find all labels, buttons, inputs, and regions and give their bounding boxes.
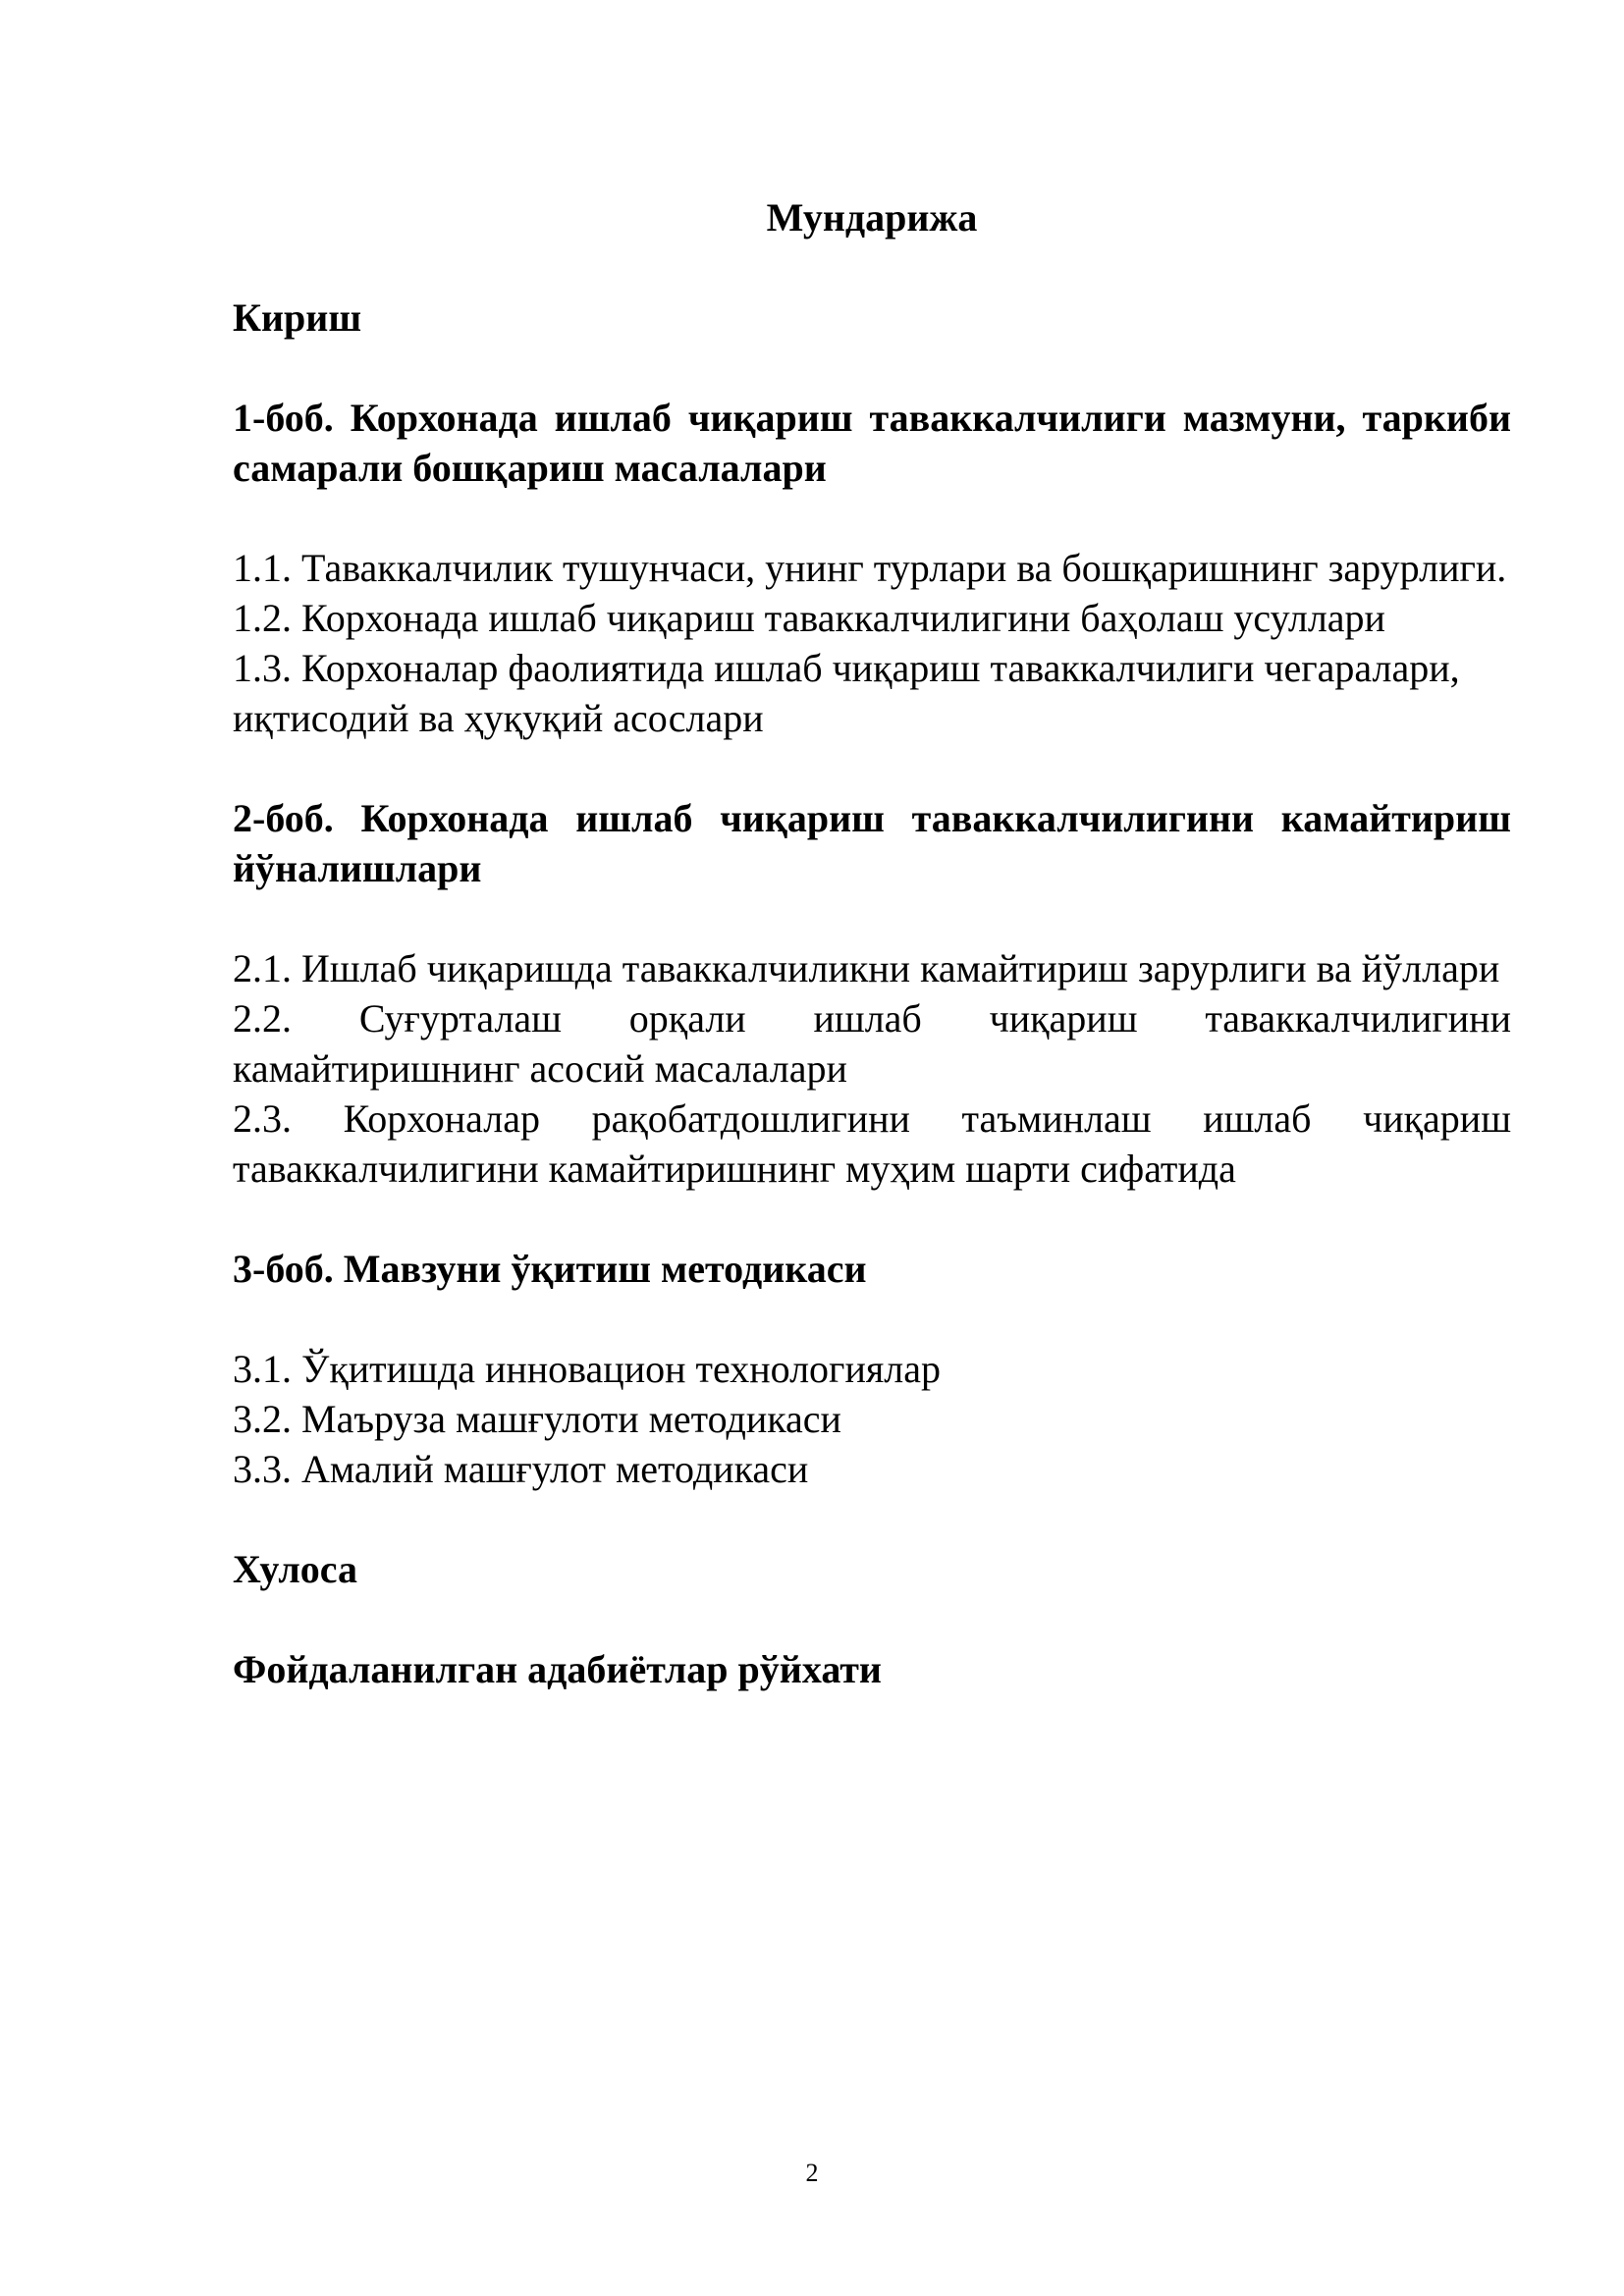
chapter-1-heading: 1-боб. Корхонада ишлаб чиқариш таваккалчилиги мазмуни, таркиби самарали бошқариш масалалари <box>233 396 1511 490</box>
chapter-3-sections <box>233 1344 1511 1494</box>
section-1-3: 1.3. Корхоналар фаолиятида ишлаб чиқариш таваккалчилиги чегаралари, <box>233 646 1460 690</box>
page-number: 2 <box>805 2159 819 2187</box>
toc-entry-conclusion: Хулоса <box>233 1547 358 1591</box>
section-1-1: 1.1. Таваккалчилик тушунчаси, унинг турлари ва бошқаришнинг зарурлиги. <box>233 546 1507 590</box>
section-2-2: 2.2. Суғурталаш орқали ишлаб чиқариш таваккалчилигини камайтиришнинг асосий масалалари <box>233 996 1511 1091</box>
toc-entry-introduction: Кириш <box>233 295 362 340</box>
page-title: Мундарижа <box>766 195 978 240</box>
table-of-contents <box>233 192 1511 1744</box>
section-3-1: 3.1. Ўқитишда инновацион технологиялар <box>233 1347 941 1391</box>
section-1-3-continuation: иқтисодий ва ҳуқуқий асослари <box>233 696 764 740</box>
toc-entry-references: Фойдаланилган адабиётлар рўйхати <box>233 1647 882 1691</box>
section-2-3: 2.3. Корхоналар рақобатдошлигини таъминлаш ишлаб чиқариш таваккалчилигини камайтиришнинг муҳим шарти сифатида <box>233 1096 1511 1191</box>
chapter-3-heading: 3-боб. Мавзуни ўқитиш методикаси <box>233 1247 867 1291</box>
section-3-2: 3.2. Маъруза машғулоти методикаси <box>233 1397 841 1441</box>
chapter-1-sections <box>233 543 1511 743</box>
section-1-2: 1.2. Корхонада ишлаб чиқариш таваккалчилигини баҳолаш усуллари <box>233 596 1385 640</box>
chapter-2-sections <box>233 943 1511 1194</box>
section-3-3: 3.3. Амалий машғулот методикаси <box>233 1447 809 1491</box>
chapter-2-heading: 2-боб. Корхонада ишлаб чиқариш таваккалчилигини камайтириш йўналишлари <box>233 796 1511 890</box>
section-2-1: 2.1. Ишлаб чиқаришда таваккалчиликни камайтириш зарурлиги ва йўллари <box>233 946 1500 990</box>
